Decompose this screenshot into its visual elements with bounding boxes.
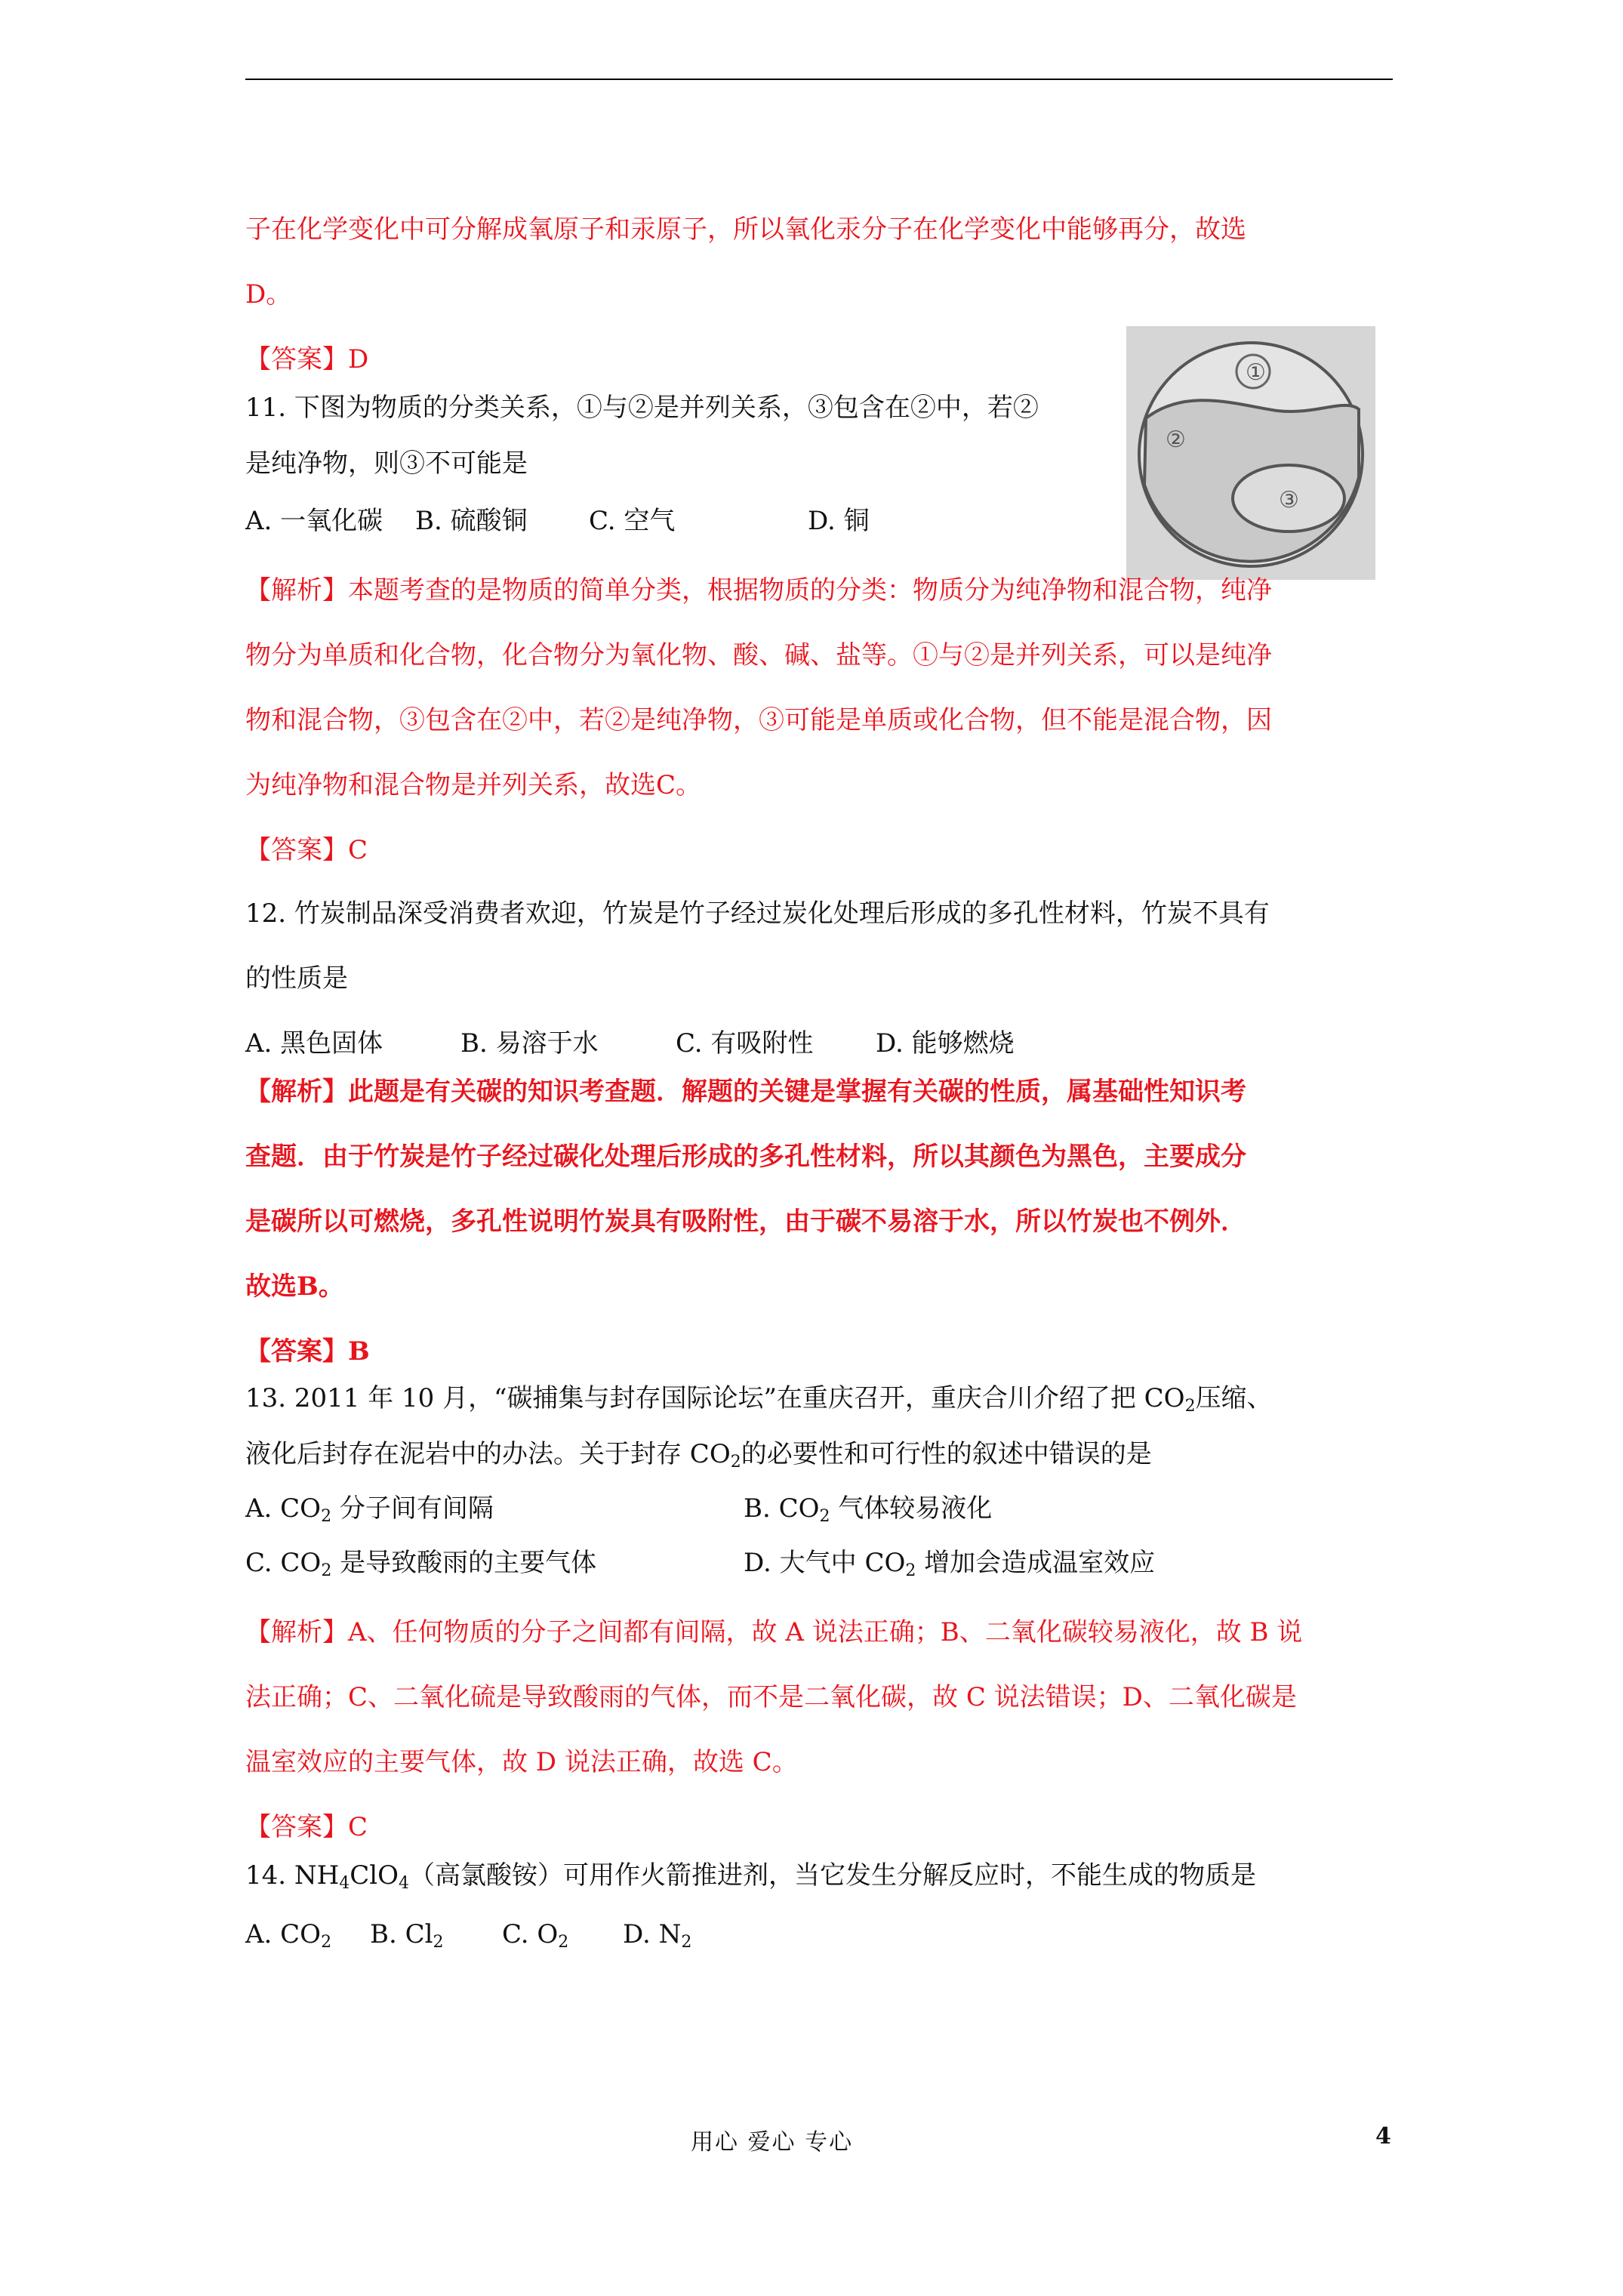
q13-option-c: C. $CO_2$ 是导致酸雨的主要气体: [245, 1548, 597, 1580]
q11-explanation-4: 为纯净物和混合物是并列关系，故选C。: [245, 770, 702, 800]
q14-option-d: D. $N_2$: [623, 1919, 692, 1952]
q14-option-c: C. $O_2$: [502, 1919, 569, 1952]
figure-label-2: ②: [1166, 427, 1186, 453]
q12-options: [245, 1027, 1015, 1060]
q11-answer: 【答案】C: [245, 835, 368, 865]
q11-explanation-2: 物分为单质和化合物，化合物分为氧化物、酸、碱、盐等。①与②是并列关系，可以是纯净: [245, 640, 1272, 670]
q12-option-a: A. 黑色固体: [245, 1028, 383, 1059]
q11-explanation-3: 物和混合物，③包含在②中，若②是纯净物，③可能是单质或化合物，但不能是混合物，因: [245, 705, 1272, 735]
q13-options-row-1: [245, 1492, 992, 1525]
q13-explanation-2: 法正确；C、二氧化硫是导致酸雨的气体，而不是二氧化碳，故 C 说法错误；D、二氧化碳是: [245, 1682, 1297, 1712]
q13-explanation-1: 【解析】A、任何物质的分子之间都有间隔，故 A 说法正确；B、二氧化碳较易液化，故 B 说: [245, 1617, 1303, 1647]
subscript-2: 2: [1184, 1397, 1196, 1416]
q11-stem-1: 11. 下图为物质的分类关系，①与②是并列关系，③包含在②中，若②: [245, 393, 1039, 423]
footer-motto: 用心 爱心 专心: [691, 2129, 854, 2156]
q13-option-b: B. $CO_2$ 气体较易液化: [744, 1493, 993, 1526]
q12-explanation-1: 【解析】此题是有关碳的知识考查题．解题的关键是掌握有关碳的性质，属基础性知识考: [245, 1077, 1246, 1107]
q12-answer: 【答案】B: [245, 1336, 370, 1367]
q12-option-d: D. 能够燃烧: [876, 1028, 1015, 1059]
header-rule: [245, 79, 1393, 80]
q12-explanation-2: 查题．由于竹炭是竹子经过碳化处理后形成的多孔性材料，所以其颜色为黑色，主要成分: [245, 1142, 1246, 1172]
q12-stem-2: 的性质是: [245, 963, 348, 994]
q12-option-b: B. 易溶于水: [460, 1028, 599, 1059]
q11-option-d: D. 铜: [808, 506, 870, 536]
q11-option-c: C. 空气: [589, 506, 676, 536]
q11-explanation-1: 【解析】本题考查的是物质的简单分类，根据物质的分类：物质分为纯净物和混合物，纯净: [245, 575, 1272, 606]
q13-stem-1a: 13. 2011 年 10 月，“碳捕集与封存国际论坛”在重庆召开，重庆合川介绍了把 CO: [245, 1383, 1185, 1413]
q12-stem-1: 12. 竹炭制品深受消费者欢迎，竹炭是竹子经过炭化处理后形成的多孔性材料，竹炭不具有: [245, 898, 1270, 929]
q11-options: [245, 504, 870, 538]
page-number: 4: [1375, 2123, 1391, 2150]
q10-answer: 【答案】D: [245, 344, 369, 374]
q13-stem-2b: 的必要性和可行性的叙述中错误的是: [741, 1439, 1152, 1469]
subscript-2: 2: [730, 1453, 741, 1472]
q11-option-a: A. 一氧化碳: [245, 506, 383, 536]
q13-option-d: D. 大气中 $CO_2$ 增加会造成温室效应: [744, 1548, 1156, 1580]
classification-diagram: [1126, 326, 1375, 580]
q10-explanation-cont-1: 子在化学变化中可分解成氧原子和汞原子，所以氧化汞分子在化学变化中能够再分，故选: [245, 214, 1246, 245]
q13-stem-1b: 压缩、: [1195, 1383, 1273, 1413]
q13-stem-2: [245, 1438, 1152, 1471]
figure-label-3: ③: [1279, 487, 1299, 513]
q10-explanation-cont-2: D。: [245, 279, 292, 310]
q14-option-a: A. $CO_2$: [245, 1919, 332, 1952]
q13-stem-1: [245, 1382, 1273, 1415]
q12-explanation-4: 故选B。: [245, 1271, 344, 1302]
q14-options: [245, 1918, 691, 1951]
q13-explanation-3: 温室效应的主要气体，故 D 说法正确，故选 C。: [245, 1747, 798, 1777]
q13-stem-2a: 液化后封存在泥岩中的办法。关于封存 CO: [245, 1439, 731, 1469]
q12-option-c: C. 有吸附性: [676, 1028, 814, 1059]
q12-explanation-3: 是碳所以可燃烧，多孔性说明竹炭具有吸附性，由于碳不易溶于水，所以竹炭也不例外．: [245, 1207, 1246, 1237]
q11-option-b: B. 硫酸铜: [415, 506, 528, 536]
q13-options-row-2: [245, 1546, 1155, 1579]
q11-stem-2: 是纯净物，则③不可能是: [245, 448, 528, 479]
q14-option-b: B. $Cl_2$: [370, 1919, 444, 1952]
figure-label-1: ①: [1246, 359, 1266, 386]
q13-answer: 【答案】C: [245, 1812, 368, 1842]
q13-option-a: A. $CO_2$ 分子间有间隔: [245, 1493, 494, 1526]
q14-stem: 14. $NH_4ClO_4$（高氯酸铵）可用作火箭推进剂，当它发生分解反应时，不能生成的物质是: [245, 1860, 1257, 1893]
